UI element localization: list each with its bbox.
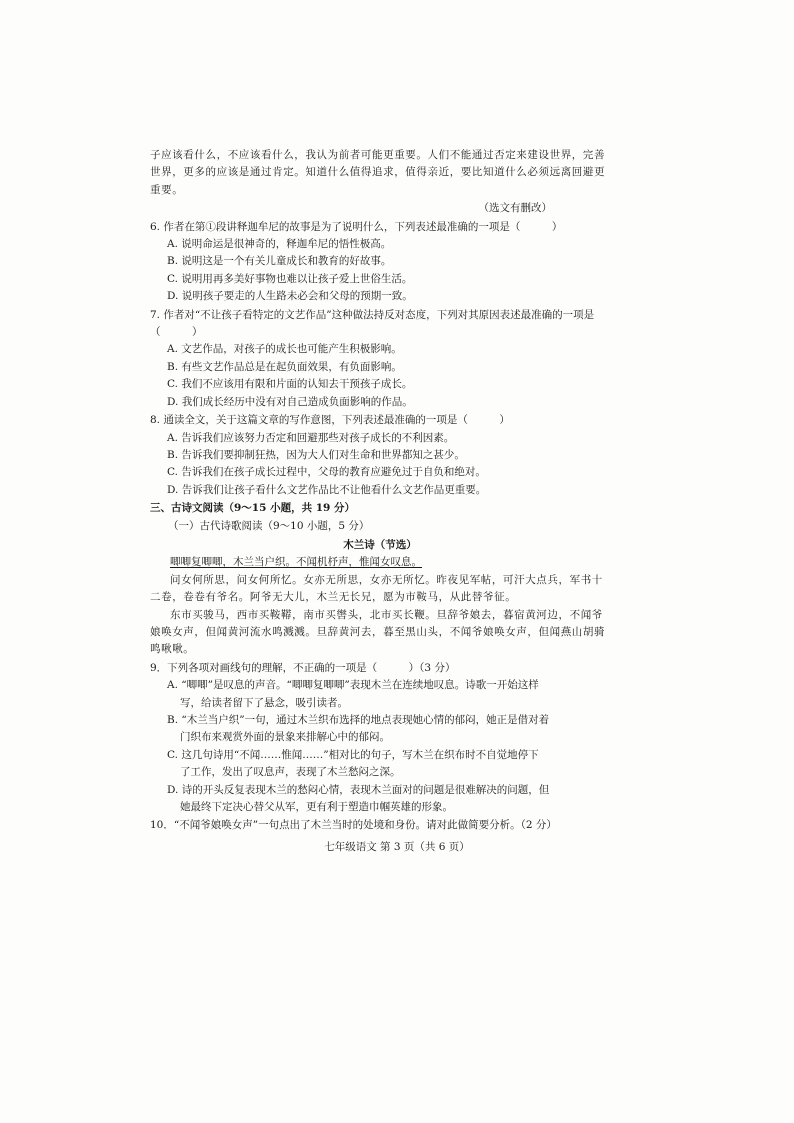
question-stem: 6. 作者在第①段讲释迦牟尼的故事是为了说明什么，下列表述最准确的一项是（ ） — [150, 220, 563, 233]
question-8 — [150, 412, 610, 499]
question-stem: 8. 通读全文，关于这篇文章的写作意图，下列表述最准确的一项是（ ） — [150, 414, 510, 427]
option-a: A. 说明命运是很神奇的，释迦牟尼的悟性极高。 — [167, 238, 392, 251]
option-d-continued: 她最终下定决心替父从军，更有利于塑造巾帼英雄的形象。 — [180, 801, 453, 814]
option-d: D. 我们成长经历中没有对自己造成负面影响的作品。 — [167, 395, 413, 408]
option-b: B. 有些文艺作品总是在起负面效果，有负面影响。 — [167, 360, 402, 373]
poem-title: 木兰诗（节选） — [343, 538, 417, 551]
option-c: C. 告诉我们在孩子成长过程中，父母的教育应避免过于自负和绝对。 — [167, 466, 486, 479]
subsection-heading: （一）古代诗歌阅读（9～10 小题，5 分） — [168, 519, 370, 532]
option-b: B. “木兰当户织”一句，通过木兰织布选择的地点表现她心情的郁闷，她正是借对着 — [167, 714, 550, 726]
poem-paragraph: 东市买骏马，西市买鞍鞯，南市买辔头，北市买长鞭。旦辞爷娘去，暮宿黄河边，不闻爷娘唤女声，但闻黄河流水鸣溅溅。旦辞黄河去，暮至黑山头，不闻爷娘唤女声，但闻燕山胡骑鸣啾啾。 — [150, 608, 606, 656]
option-c: C. 我们不应该用有限和片面的认知去干预孩子成长。 — [167, 378, 413, 391]
option-c-continued: 了工作，发出了叹息声，表现了木兰愁闷之深。 — [180, 766, 401, 779]
option-b-continued: 门织布来观赏外面的景象来排解心中的郁闷。 — [180, 731, 390, 744]
option-a: A. 告诉我们应该努力否定和回避那些对孩子成长的不利因素。 — [167, 431, 455, 444]
question-6 — [150, 219, 610, 306]
question-stem: 9．下列各项对画线句的理解，不正确的一项是（ ）（3 分） — [150, 661, 456, 674]
option-d: D. 告诉我们让孩子看什么文艺作品比不让他看什么文艺作品更重要。 — [167, 483, 487, 496]
option-c: C. 这几句诗用“不闻……惟闻……”相对比的句子，写木兰在织布时不自觉地停下 — [167, 748, 539, 761]
page-footer: 七年级语文 第 3 页（共 6 页） — [324, 841, 470, 853]
section-heading: 三、古诗文阅读（9～15 小题，共 19 分） — [150, 502, 355, 515]
option-b: B. 告诉我们要抑制狂热，因为大人们对生命和世界都知之甚少。 — [167, 448, 465, 461]
question-10: 10．“不闻爷娘唤女声”一句点出了木兰当时的处境和身份。请对此做简要分析。（2 分） — [150, 819, 557, 832]
option-c: C. 说明用再多美好事物也难以让孩子爱上世俗生活。 — [167, 272, 413, 285]
option-d: D. 诗的开头反复表现木兰的愁闷心情，表现木兰面对的问题是很难解决的问题，但 — [167, 783, 550, 796]
poem-paragraph: 问女何所思，问女何所忆。女亦无所思，女亦无所忆。昨夜见军帖，可汗大点兵，军书十二卷，卷卷有爷名。阿爷无大儿，木兰无长兄，愿为市鞍马，从此替爷征。 — [150, 573, 603, 604]
poem-underlined-line: 唧唧复唧唧，木兰当户织。不闻机杼声，惟闻女叹息。 — [170, 556, 422, 569]
option-a: A. “唧唧”是叹息的声音。“唧唧复唧唧”表现木兰在连续地叹息。诗歌一开始这样 — [167, 679, 539, 692]
option-a-continued: 写，给读者留下了悬念，吸引读者。 — [180, 696, 348, 709]
option-a: A. 文艺作品，对孩子的成长也可能产生积极影响。 — [167, 343, 402, 356]
option-d: D. 说明孩子要走的人生路未必会和父母的预期一致。 — [167, 290, 413, 303]
question-stem: 7. 作者对“不让孩子看特定的文艺作品”这种做法持反对态度，下列对其原因表述最准确的一项是（ ） — [150, 308, 595, 339]
passage-end: 子应该看什么，不应该看什么，我认为前者可能更重要。人们不能通过否定来建设世界，完善世界，更多的应该是通过肯定。知道什么值得追求，值得亲近，要比知道什么必须远离回避更重要。 — [150, 149, 606, 196]
question-7 — [150, 307, 610, 411]
source-note: （选文有删改） — [478, 202, 552, 215]
page-content — [150, 147, 610, 835]
question-9 — [150, 660, 610, 817]
option-b: B. 说明这是一个有关儿童成长和教育的好故事。 — [167, 255, 392, 268]
